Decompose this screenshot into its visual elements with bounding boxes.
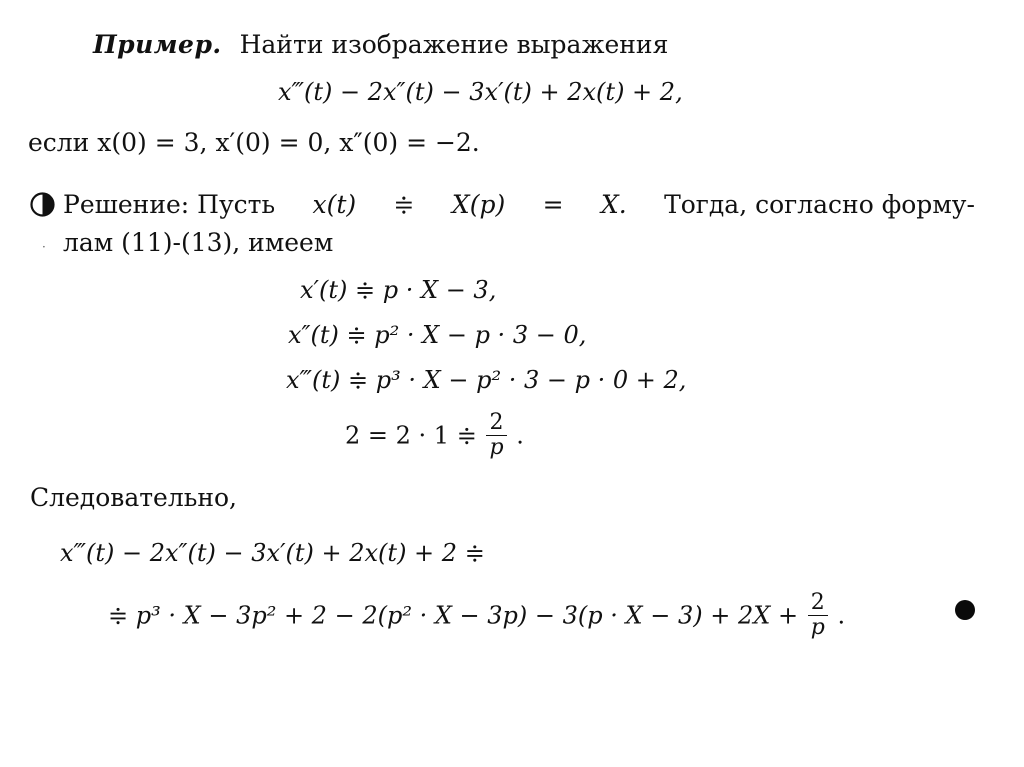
example-heading <box>93 30 668 60</box>
transform-third: x‴(t) ≑ p³ · X − p² · 3 − p · 0 + 2, <box>286 366 687 394</box>
final-denominator: p <box>810 615 825 640</box>
constant-tail: . <box>516 421 524 450</box>
final-numerator: 2 <box>808 591 828 616</box>
final-line-2-expression: ≑ p³ · X − 3p² + 2 − 2(p² · X − 3p) − 3(p · X − 3) + 2X + <box>108 601 799 630</box>
solution-xt: x(t) <box>312 190 357 219</box>
solution-intro: Решение: Пусть <box>63 190 276 219</box>
solution-corresponds: ≑ <box>393 190 415 219</box>
open-circle-bullet-icon <box>30 192 55 217</box>
example-task: Найти изображение выражения <box>239 30 669 59</box>
scan-artifact: · <box>42 240 46 254</box>
constant-transform <box>345 408 524 462</box>
constant-denominator: p <box>489 435 504 460</box>
solution-equals: = <box>542 190 564 219</box>
solution-line-1 <box>63 190 975 220</box>
constant-numerator: 2 <box>486 411 506 436</box>
solution-then: Тогда, согласно форму- <box>664 190 975 219</box>
final-line-1: x‴(t) − 2x″(t) − 3x′(t) + 2x(t) + 2 ≑ <box>60 539 485 567</box>
constant-fraction <box>486 411 506 460</box>
consequently: Следовательно, <box>30 483 238 512</box>
conditions: если x(0) = 3, x′(0) = 0, x″(0) = −2. <box>28 128 480 157</box>
solution-x: X. <box>600 190 627 219</box>
expression: x‴(t) − 2x″(t) − 3x′(t) + 2x(t) + 2, <box>278 78 683 106</box>
final-fraction <box>808 591 828 640</box>
constant-lhs: 2 = 2 · 1 ≑ <box>345 421 477 450</box>
solution-line-2: лам (11)-(13), имеем <box>63 228 334 257</box>
final-tail: . <box>837 601 846 630</box>
filled-circle-end-icon <box>955 600 975 620</box>
transform-second: x″(t) ≑ p² · X − p · 3 − 0, <box>288 321 587 349</box>
transform-first: x′(t) ≑ p · X − 3, <box>300 276 497 304</box>
example-label: Пример. <box>93 30 222 59</box>
solution-xp: X(p) <box>451 190 506 219</box>
final-line-2 <box>108 588 845 642</box>
